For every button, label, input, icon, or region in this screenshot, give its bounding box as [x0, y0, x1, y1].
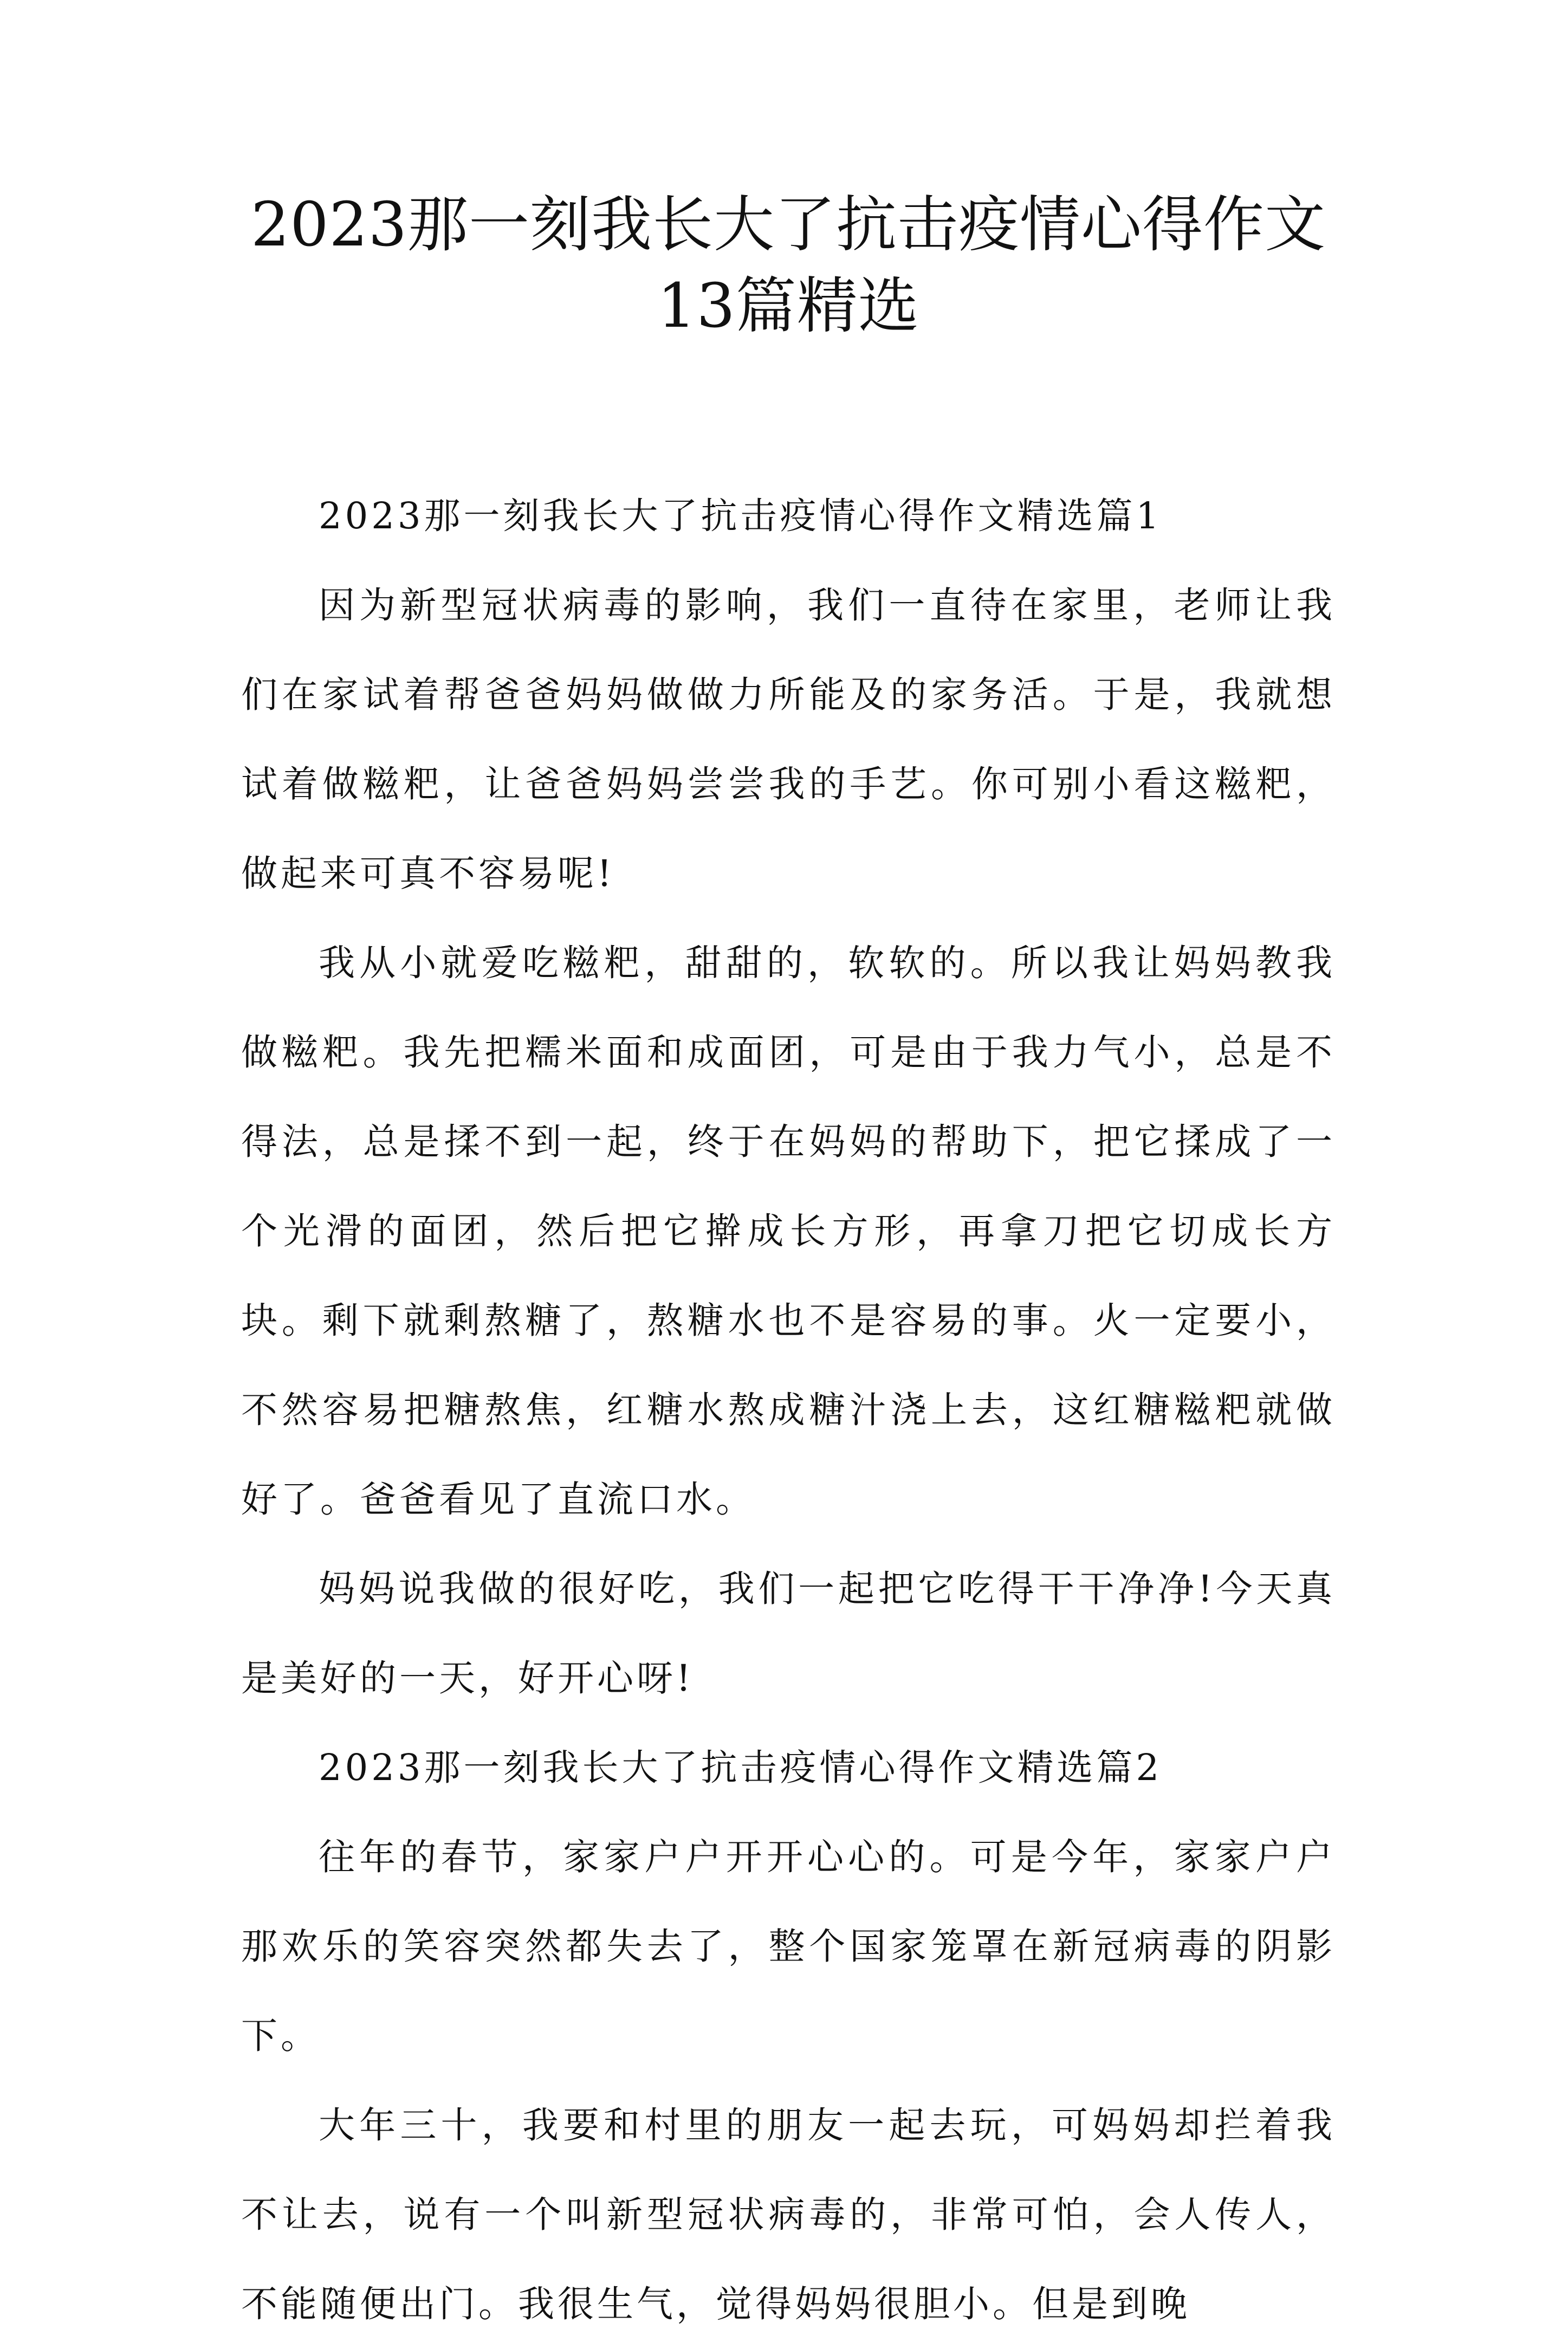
paragraph: 妈妈说我做的很好吃，我们一起把它吃得干干净净!今天真是美好的一天，好开心呀! [241, 1568, 1336, 1699]
paragraph: 我从小就爱吃糍粑，甜甜的，软软的。所以我让妈妈教我做糍粑。我先把糯米面和成面团，可是由于我力气小，总是不得法，总是揉不到一起，终于在妈妈的帮助下，把它揉成了一个光滑的面团，然后把它擀成长方形，再拿刀把它切成长方块。剩下就剩熬糖了，熬糖水也不是容易的事。火一定要小，不然容易把糖熬焦，红糖水熬成糖汁浇上去，这红糖糍粑就做好了。爸爸看见了直流口水。 [241, 942, 1336, 1520]
document-page [241, 184, 1336, 2349]
section-heading: 2023那一刻我长大了抗击疫情心得作文精选篇2 [319, 1746, 1163, 1789]
paragraph: 因为新型冠状病毒的影响，我们一直待在家里，老师让我们在家试着帮爸爸妈妈做做力所能及的家务活。于是，我就想试着做糍粑，让爸爸妈妈尝尝我的手艺。你可别小看这糍粑，做起来可真不容易呢! [241, 584, 1336, 895]
section-heading: 2023那一刻我长大了抗击疫情心得作文精选篇1 [319, 495, 1163, 537]
document-title: 2023那一刻我长大了抗击疫情心得作文13篇精选 [250, 190, 1326, 341]
paragraph: 往年的春节，家家户户开开心心的。可是今年，家家户户那欢乐的笑容突然都失去了，整个国家笼罩在新冠病毒的阴影下。 [241, 1836, 1336, 2057]
document-body [241, 471, 1336, 2349]
paragraph: 大年三十，我要和村里的朋友一起去玩，可妈妈却拦着我不让去，说有一个叫新型冠状病毒的，非常可怕，会人传人，不能随便出门。我很生气，觉得妈妈很胆小。但是到晚 [241, 2104, 1336, 2325]
